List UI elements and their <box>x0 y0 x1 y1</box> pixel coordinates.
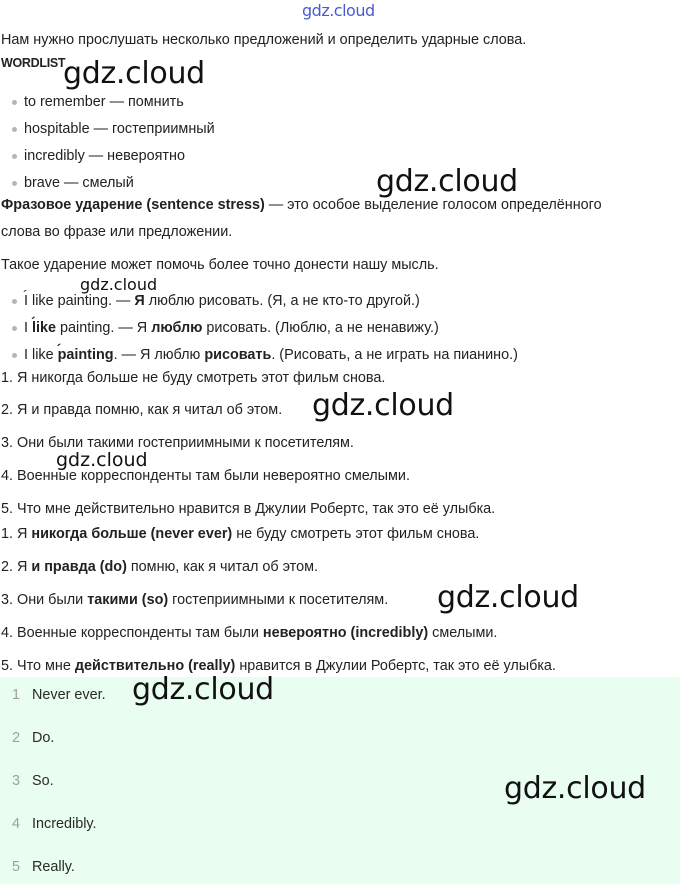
answer-text: So. <box>32 773 54 789</box>
sentence-text: 4. Военные корреспонденты там были <box>1 625 263 641</box>
watermark: gdz.cloud <box>504 771 646 806</box>
definition-line-2: слова во фразе или предложении. <box>1 224 233 240</box>
watermark: gdz.cloud <box>132 672 274 707</box>
watermark-top: gdz.cloud <box>302 1 375 20</box>
example-text: I like <box>24 347 58 363</box>
bullet-icon <box>12 299 17 304</box>
stress-mark: ´ I <box>24 293 28 309</box>
example-item <box>24 319 439 337</box>
watermark: gdz.cloud <box>56 449 148 471</box>
stressed-sentence <box>1 657 556 675</box>
stressed-sentence <box>1 525 479 543</box>
bullet-icon <box>12 181 17 186</box>
definition-term: Фразовое ударение (sentence stress) <box>1 197 265 213</box>
sentence: 5. Что мне действительно нравится в Джулии Робертс, так это её улыбка. <box>1 501 496 517</box>
watermark: gdz.cloud <box>376 164 518 199</box>
stressed-sentence <box>1 624 497 642</box>
list-item: incredibly — невероятно <box>24 148 185 164</box>
stressed-words: и правда (do) <box>31 559 127 575</box>
example-stressed: рисовать <box>204 347 272 363</box>
answer-number: 3 <box>12 773 21 789</box>
list-item: hospitable — гостеприимный <box>24 121 215 137</box>
bullet-icon <box>12 326 17 331</box>
sentence-text: 2. Я <box>1 559 32 575</box>
example-stressed: Я <box>134 293 145 309</box>
example-text: . — Я люблю <box>113 347 205 363</box>
sentence: 4. Военные корреспонденты там были невероятно смелыми. <box>1 468 410 484</box>
watermark: gdz.cloud <box>80 275 158 294</box>
purpose-text: Такое ударение может помочь более точно донести нашу мысль. <box>1 257 439 273</box>
answer-text: Do. <box>32 730 55 746</box>
example-stressed: люблю <box>151 320 203 336</box>
watermark: gdz.cloud <box>437 580 579 615</box>
wordlist-heading: WORDLIST <box>1 56 66 70</box>
answer-text: Never ever. <box>32 687 106 703</box>
example-text: люблю рисовать. (Я, а не кто-то другой.) <box>144 293 420 309</box>
watermark: gdz.cloud <box>312 388 454 423</box>
sentence-text: нравится в Джулии Робертс, так это её улыбка. <box>235 658 556 674</box>
list-item: brave — смелый <box>24 175 134 191</box>
bullet-icon <box>12 100 17 105</box>
sentence-text: смелыми. <box>428 625 498 641</box>
answer-text: Incredibly. <box>32 816 97 832</box>
example-text: like painting. — <box>28 293 135 309</box>
example-stressed: ´ painting <box>58 347 114 363</box>
sentence-text: 1. Я <box>1 526 32 542</box>
bullet-icon <box>12 353 17 358</box>
sentence-text: 5. Что мне <box>1 658 75 674</box>
stressed-words: действительно (really) <box>74 658 236 674</box>
sentence: 1. Я никогда больше не буду смотреть этот фильм снова. <box>1 370 386 386</box>
sentence: 3. Они были такими гостеприимными к посетителям. <box>1 435 354 451</box>
example-item <box>24 346 518 364</box>
sentence-text: помню, как я читал об этом. <box>126 559 318 575</box>
watermark: gdz.cloud <box>63 56 205 91</box>
intro-text: Нам нужно прослушать несколько предложений и определить ударные слова. <box>1 32 527 48</box>
sentence-text: не буду смотреть этот фильм снова. <box>232 526 480 542</box>
stressed-words: невероятно (incredibly) <box>262 625 429 641</box>
answer-number: 2 <box>12 730 21 746</box>
stressed-words: никогда больше (never ever) <box>31 526 233 542</box>
answer-number: 4 <box>12 816 21 832</box>
bullet-icon <box>12 127 17 132</box>
list-item: to remember — помнить <box>24 94 184 110</box>
stressed-words: такими (so) <box>87 592 169 608</box>
definition-rest: — это особое выделение голосом определённого <box>264 197 602 213</box>
sentence-text: 3. Они были <box>1 592 88 608</box>
example-text: painting. — Я <box>56 320 152 336</box>
answer-number: 1 <box>12 687 21 703</box>
example-text: . (Рисовать, а не играть на пианино.) <box>271 347 518 363</box>
stressed-sentence <box>1 591 388 609</box>
example-text: рисовать. (Люблю, а не ненавижу.) <box>202 320 439 336</box>
example-item <box>24 292 420 310</box>
bullet-icon <box>12 154 17 159</box>
answer-text: Really. <box>32 859 75 875</box>
answer-number: 5 <box>12 859 21 875</box>
stressed-sentence <box>1 558 318 576</box>
example-stressed: ´ like <box>32 320 56 336</box>
example-text: I <box>24 320 32 336</box>
sentence: 2. Я и правда помню, как я читал об этом. <box>1 402 283 418</box>
sentence-text: гостеприимными к посетителям. <box>168 592 389 608</box>
